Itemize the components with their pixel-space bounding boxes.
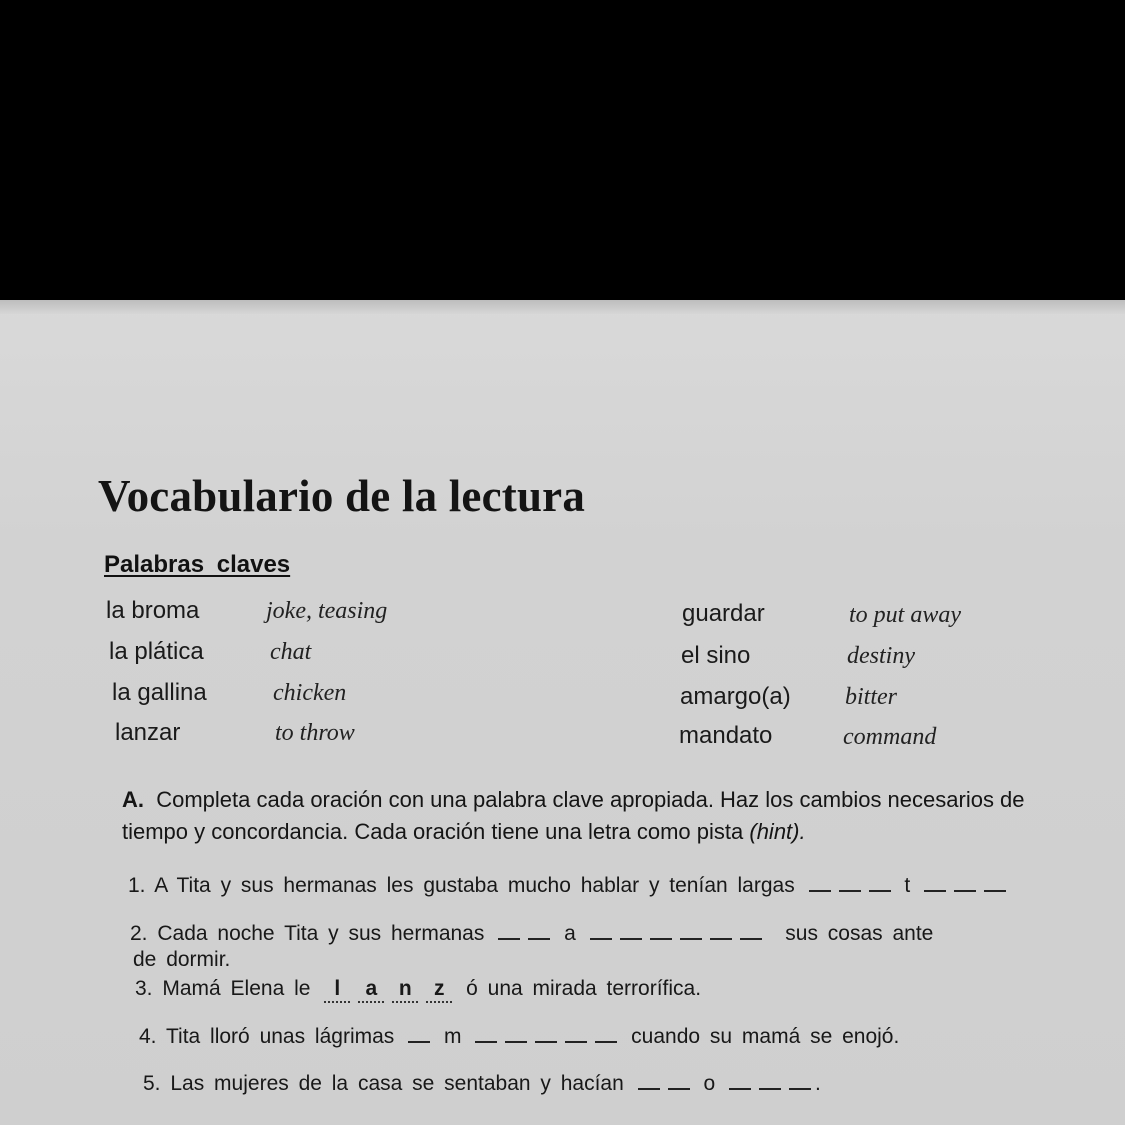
answer-blank[interactable] — [869, 884, 891, 892]
item-text: Tita lloró unas lágrimas — [165, 1025, 395, 1048]
answer-blank[interactable] — [528, 932, 550, 940]
vocab-en-6: destiny — [847, 643, 915, 669]
hint-letter: o — [703, 1072, 716, 1095]
item-text-after: ó una mirada terrorífica. — [466, 977, 702, 1000]
vocab-es-5: guardar — [682, 600, 765, 627]
instruction-text-1: Completa cada oración con una palabra clave apropiada. Haz los cambios necesarios de — [156, 787, 1025, 812]
vocab-en-4: to throw — [275, 720, 355, 746]
answer-blank[interactable] — [809, 884, 831, 892]
exercise-item-1 — [128, 874, 1010, 898]
answer-blank[interactable] — [498, 932, 520, 940]
answer-blank[interactable] — [475, 1035, 497, 1043]
answer-blank[interactable] — [729, 1082, 751, 1090]
vocab-es-8: mandato — [679, 722, 773, 749]
filled-letter[interactable]: a — [358, 977, 384, 1003]
vocab-es-3: la gallina — [112, 679, 207, 706]
item-number: 2. — [130, 922, 148, 945]
answer-blank[interactable] — [505, 1035, 527, 1043]
vocab-en-2: chat — [270, 639, 312, 665]
item-text-after: cuando su mamá se enojó. — [631, 1025, 900, 1048]
exercise-item-2 — [130, 922, 933, 946]
answer-blank[interactable] — [680, 932, 702, 940]
answer-blank[interactable] — [710, 932, 732, 940]
instruction-text-2: tiempo y concordancia. Cada oración tiene una letra como pista — [122, 819, 744, 844]
section-heading: Palabras claves — [104, 551, 291, 578]
vocab-es-1: la broma — [106, 597, 200, 624]
item-text: Las mujeres de la casa se sentaban y hacían — [170, 1072, 624, 1095]
vocab-es-7: amargo(a) — [680, 683, 791, 710]
answer-blank[interactable] — [759, 1082, 781, 1090]
answer-blank[interactable] — [595, 1035, 617, 1043]
filled-letter[interactable]: z — [426, 977, 452, 1003]
filled-letter[interactable]: l — [324, 977, 350, 1003]
exercise-instruction-line1 — [122, 784, 1025, 816]
exercise-label: A. — [122, 787, 144, 812]
hint-letter: a — [564, 922, 576, 945]
answer-blank[interactable] — [668, 1082, 690, 1090]
answer-blank[interactable] — [789, 1082, 811, 1090]
exercise-item-5 — [143, 1072, 821, 1096]
item-text: Mamá Elena le — [162, 977, 311, 1000]
hint-letter: m — [443, 1025, 462, 1048]
item-number: 1. — [128, 874, 146, 897]
item-text: Cada noche Tita y sus hermanas — [157, 922, 485, 945]
answer-blank[interactable] — [740, 932, 762, 940]
item-text: A Tita y sus hermanas les gustaba mucho hablar y tenían largas — [154, 874, 795, 897]
answer-blank[interactable] — [590, 932, 612, 940]
vocab-en-3: chicken — [273, 680, 347, 706]
hint-letter: t — [904, 874, 911, 897]
answer-blank[interactable] — [954, 884, 976, 892]
item-text-after: sus cosas ante — [785, 922, 934, 945]
instruction-hint: (hint). — [749, 819, 806, 844]
answer-blank[interactable] — [408, 1035, 430, 1043]
answer-blank[interactable] — [535, 1035, 557, 1043]
vocab-en-5: to put away — [849, 602, 961, 628]
exercise-item-4 — [139, 1025, 899, 1049]
exercise-item-2-line2: de dormir. — [133, 948, 231, 971]
vocab-es-2: la plática — [109, 638, 204, 665]
exercise-item-3 — [135, 977, 701, 1003]
item-number: 4. — [139, 1025, 157, 1048]
answer-blank[interactable] — [839, 884, 861, 892]
answer-blank[interactable] — [924, 884, 946, 892]
answer-blank[interactable] — [650, 932, 672, 940]
paper-top-edge — [0, 300, 1125, 314]
answer-blank[interactable] — [984, 884, 1006, 892]
vocab-es-6: el sino — [681, 642, 751, 669]
item-number: 3. — [135, 977, 153, 1000]
vocab-en-8: command — [843, 724, 937, 750]
vocab-en-1: joke, teasing — [266, 598, 388, 624]
item-end-punct: . — [815, 1072, 821, 1095]
filled-letter[interactable]: n — [392, 977, 418, 1003]
exercise-instruction-line2 — [122, 816, 806, 848]
page-title: Vocabulario de la lectura — [98, 471, 586, 521]
item-number: 5. — [143, 1072, 161, 1095]
vocab-en-7: bitter — [845, 684, 897, 710]
answer-blank[interactable] — [638, 1082, 660, 1090]
vocab-es-4: lanzar — [115, 719, 181, 746]
answer-blank[interactable] — [565, 1035, 587, 1043]
answer-blank[interactable] — [620, 932, 642, 940]
